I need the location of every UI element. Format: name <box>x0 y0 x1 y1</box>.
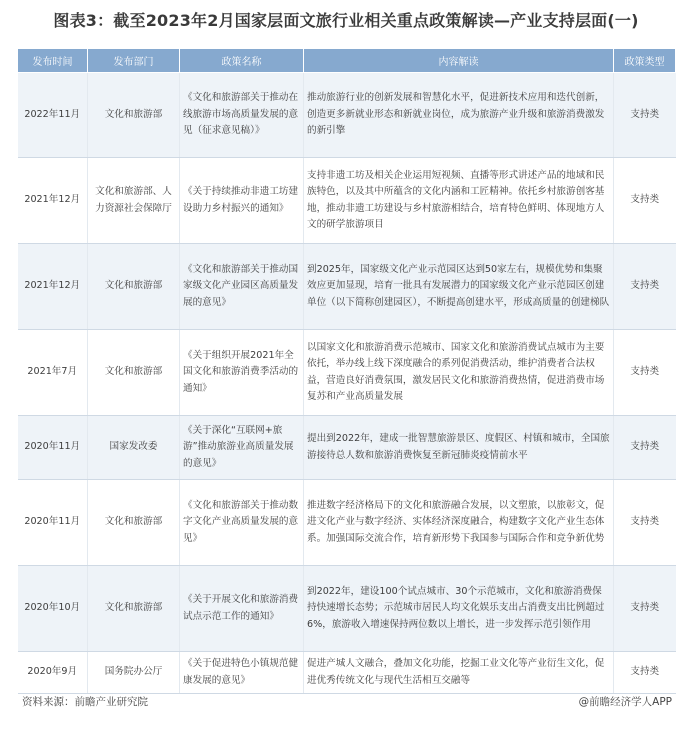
cell-dept: 文化和旅游部 <box>88 566 180 652</box>
header-content: 内容解读 <box>304 49 614 73</box>
table-row <box>18 416 676 480</box>
table-row <box>18 330 676 416</box>
page-title: 图表3：截至2023年2月国家层面文旅行业相关重点政策解读—产业支持层面(一) <box>53 11 639 30</box>
cell-type: 支持类 <box>614 244 676 330</box>
cell-content: 推动旅游行业的创新发展和智慧化水平，促进新技术应用和迭代创新，创造更多新就业形态和新就业岗位，成为旅游产业升级和旅游消费激发的新引擎 <box>304 73 614 158</box>
cell-dept: 文化和旅游部 <box>88 480 180 566</box>
cell-type: 支持类 <box>614 158 676 244</box>
cell-policy: 《文化和旅游部关于推动国家级文化产业园区高质量发展的意见》 <box>180 244 304 330</box>
cell-type: 支持类 <box>614 73 676 158</box>
header-policy: 政策名称 <box>180 49 304 73</box>
table-row <box>18 244 676 330</box>
cell-type: 支持类 <box>614 652 676 694</box>
cell-dept: 文化和旅游部、人力资源社会保障厅 <box>88 158 180 244</box>
cell-type: 支持类 <box>614 480 676 566</box>
cell-date: 2021年12月 <box>18 158 88 244</box>
table-row <box>18 158 676 244</box>
cell-content: 推进数字经济格局下的文化和旅游融合发展，以文塑旅，以旅彰文，促进文化产业与数字经济、实体经济深度融合，构建数字文化产业生态体系。加强国际交流合作，培育新形势下我国参与国际合作和竞争新优势 <box>304 480 614 566</box>
cell-dept: 国家发改委 <box>88 416 180 480</box>
cell-date: 2020年11月 <box>18 480 88 566</box>
cell-policy: 《关于深化“互联网+旅游”推动旅游业高质量发展的意见》 <box>180 416 304 480</box>
table-row <box>18 73 676 158</box>
cell-date: 2020年11月 <box>18 416 88 480</box>
cell-policy: 《文化和旅游部关于推动在线旅游市场高质量发展的意见（征求意见稿）》 <box>180 73 304 158</box>
table-row <box>18 566 676 652</box>
header-dept: 发布部门 <box>88 49 180 73</box>
cell-policy: 《关于持续推动非遗工坊建设助力乡村振兴的通知》 <box>180 158 304 244</box>
cell-content: 到2025年，国家级文化产业示范园区达到50家左右，规模优势和集聚效应更加显现，培育一批具有发展潜力的国家级文化产业示范园区创建单位（以下简称创建园区），不断提高创建水平，形成高质量的创建梯队 <box>304 244 614 330</box>
cell-content: 支持非遗工坊及相关企业运用短视频、直播等形式讲述产品的地域和民族特色，以及其中所蕴含的文化内涵和工匠精神。依托乡村旅游创客基地，推动非遗工坊建设与乡村旅游相结合，培育特色鲜明、体现地方人文的研学旅游项目 <box>304 158 614 244</box>
table-row <box>18 652 676 694</box>
cell-content: 以国家文化和旅游消费示范城市、国家文化和旅游消费试点城市为主要依托，举办线上线下深度融合的系列促消费活动，维护消费者合法权益，营造良好消费氛围，激发居民文化和旅游消费热情，促进消费市场复苏和产业高质量发展 <box>304 330 614 416</box>
source-note: 资料来源：前瞻产业研究院 <box>22 696 148 708</box>
cell-policy: 《关于开展文化和旅游消费试点示范工作的通知》 <box>180 566 304 652</box>
table-header-row <box>18 49 676 73</box>
cell-dept: 国务院办公厅 <box>88 652 180 694</box>
table-row <box>18 480 676 566</box>
brand-credit: @前瞻经济学人APP <box>578 696 672 708</box>
header-type: 政策类型 <box>614 49 676 73</box>
cell-type: 支持类 <box>614 330 676 416</box>
header-date: 发布时间 <box>18 49 88 73</box>
cell-date: 2021年7月 <box>18 330 88 416</box>
policy-table-container <box>17 48 675 694</box>
cell-type: 支持类 <box>614 566 676 652</box>
cell-policy: 《关于组织开展2021年全国文化和旅游消费季活动的通知》 <box>180 330 304 416</box>
cell-dept: 文化和旅游部 <box>88 244 180 330</box>
cell-date: 2022年11月 <box>18 73 88 158</box>
cell-content: 提出到2022年，建成一批智慧旅游景区、度假区、村镇和城市，全国旅游接待总人数和旅游消费恢复至新冠肺炎疫情前水平 <box>304 416 614 480</box>
cell-policy: 《关于促进特色小镇规范健康发展的意见》 <box>180 652 304 694</box>
cell-date: 2020年9月 <box>18 652 88 694</box>
policy-table <box>17 48 676 694</box>
cell-date: 2021年12月 <box>18 244 88 330</box>
cell-dept: 文化和旅游部 <box>88 330 180 416</box>
cell-content: 促进产城人文融合，叠加文化功能，挖掘工业文化等产业衍生文化，促进优秀传统文化与现代生活相互交融等 <box>304 652 614 694</box>
cell-type: 支持类 <box>614 416 676 480</box>
cell-date: 2020年10月 <box>18 566 88 652</box>
cell-content: 到2022年，建设100个试点城市、30个示范城市，文化和旅游消费保持快速增长态势；示范城市居民人均文化娱乐支出占消费支出比例超过6%，旅游收入增速保持两位数以上增长，进一步发挥示范引领作用 <box>304 566 614 652</box>
cell-policy: 《文化和旅游部关于推动数字文化产业高质量发展的意见》 <box>180 480 304 566</box>
cell-dept: 文化和旅游部 <box>88 73 180 158</box>
